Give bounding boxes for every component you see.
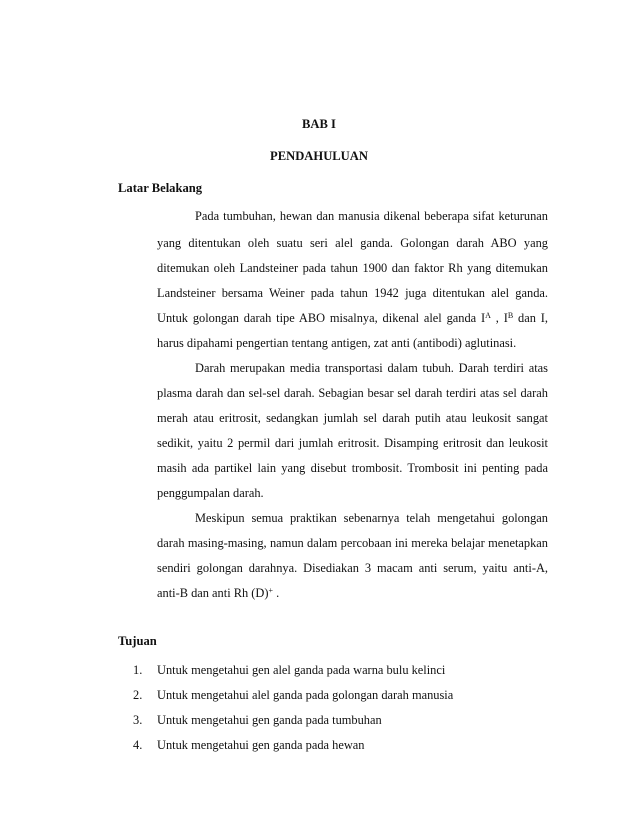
paragraph-line: Darah merupakan media transportasi dalam tubuh. Darah terdiri atas [195,361,548,375]
paragraph-line: masih ada partikel lain yang disebut trombosit. Trombosit ini penting pada [157,461,548,475]
chapter-number: BAB I [302,117,336,131]
paragraph-line: plasma darah dan sel-sel darah. Sebagian besar sel darah terdiri atas sel darah [157,386,548,400]
paragraph-line: harus dipahami pengertian tentang antigen, zat anti (antibodi) aglutinasi. [157,336,517,350]
paragraph-line: Meskipun semua praktikan sebenarnya telah mengetahui golongan [195,511,548,525]
allele-superscript-b: B [507,311,514,320]
paragraph-line: Landsteiner bersama Weiner pada tahun 1942 juga ditentukan alel ganda. [157,286,548,300]
allele-text: Untuk golongan darah tipe ABO misalnya, dikenal alel ganda I [157,311,486,325]
chapter-title: PENDAHULUAN [270,149,368,163]
paragraph-line: ditemukan oleh Landsteiner pada tahun 1900 dan faktor Rh yang ditemukan [157,261,548,275]
paragraph-line: darah masing-masing, namun dalam percobaan ini mereka belajar menetapkan [157,536,548,550]
paragraph-line-antiserum [157,586,548,601]
list-text: Untuk mengetahui gen ganda pada hewan [157,738,365,752]
allele-text: dan I, [513,311,549,325]
paragraph-line-allele [157,311,548,326]
allele-superscript-a: A [485,311,491,320]
rh-superscript-plus: + [268,586,274,595]
section-heading-tujuan: Tujuan [118,634,157,648]
list-number: 4. [133,738,143,752]
antiserum-text: . [273,586,280,600]
paragraph-line: sedikit, yaitu 2 permil dari jumlah eritrosit. Disamping eritrosit dan leukosit [157,436,548,450]
paragraph-line: sendiri golongan darahnya. Disediakan 3 macam anti serum, yaitu anti-A, [157,561,548,575]
antiserum-text: anti-B dan anti Rh (D) [157,586,269,600]
list-text: Untuk mengetahui alel ganda pada golongan darah manusia [157,688,454,702]
allele-text: , I [490,311,508,325]
list-text: Untuk mengetahui gen alel ganda pada warna bulu kelinci [157,663,446,677]
paragraph-line: merah atau eritrosit, sedangkan jumlah sel darah putih atau leukosit sangat [157,411,548,425]
paragraph-line: yang ditentukan oleh suatu seri alel ganda. Golongan darah ABO yang [157,236,548,250]
section-heading-latar-belakang: Latar Belakang [118,181,203,195]
paragraph-line: penggumpalan darah. [157,486,264,500]
paragraph-line: Pada tumbuhan, hewan dan manusia dikenal beberapa sifat keturunan [195,209,548,223]
list-text: Untuk mengetahui gen ganda pada tumbuhan [157,713,382,727]
list-number: 2. [133,688,143,702]
list-number: 3. [133,713,143,727]
list-number: 1. [133,663,143,677]
